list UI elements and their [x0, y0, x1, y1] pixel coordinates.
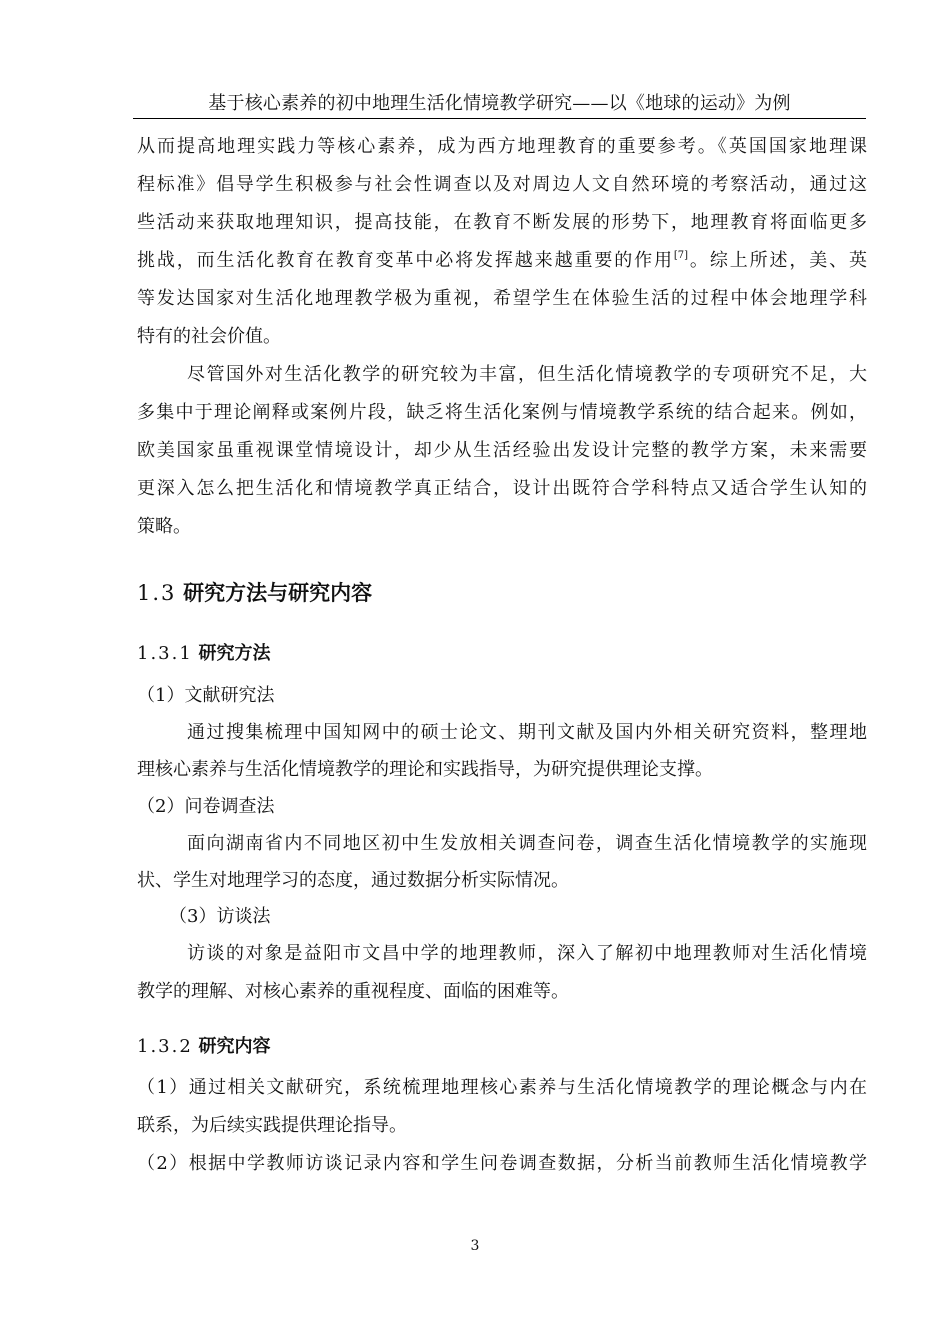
paragraph-line: 多集中于理论阐释或案例片段，缺乏将生活化案例与情境教学系统的结合起来。例如，: [137, 402, 867, 423]
subsection-title: 研究方法: [198, 643, 271, 664]
section-number: 1.3: [137, 581, 177, 605]
header-rule: [133, 118, 866, 119]
running-header: 基于核心素养的初中地理生活化情境教学研究——以《地球的运动》为例: [208, 93, 791, 114]
paragraph-line: 面向湖南省内不同地区初中生发放相关调查问卷，调查生活化情境教学的实施现: [187, 833, 867, 854]
paragraph-line: 特有的社会价值。: [137, 326, 281, 347]
paragraph-line: 欧美国家虽重视课堂情境设计，却少从生活经验出发设计完整的教学方案，未来需要: [137, 440, 867, 461]
paragraph-line: 程标准》倡导学生积极参与社会性调查以及对周边人文自然环境的考察活动，通过这: [137, 174, 867, 195]
paragraph-line: 通过搜集梳理中国知网中的硕士论文、期刊文献及国内外相关研究资料，整理地: [187, 722, 867, 743]
method-heading: （2）问卷调查法: [137, 796, 275, 817]
paragraph-line: （1）通过相关文献研究，系统梳理地理核心素养与生活化情境教学的理论概念与内在: [137, 1077, 867, 1098]
method-heading: （1）文献研究法: [137, 685, 275, 706]
section-title: 研究方法与研究内容: [183, 581, 373, 605]
paragraph-line: 联系，为后续实践提供理论指导。: [137, 1115, 407, 1136]
page-number: 3: [470, 1238, 480, 1254]
paragraph-line: （2）根据中学教师访谈记录内容和学生问卷调查数据，分析当前教师生活化情境教学: [137, 1153, 867, 1174]
subsection-heading-1-3-1: [137, 641, 867, 667]
paragraph-line: 更深入怎么把生活化和情境教学真正结合，设计出既符合学科特点又适合学生认知的: [137, 478, 867, 499]
section-heading-1-3: [137, 579, 867, 607]
paragraph-line: 教学的理解、对核心素养的重视程度、面临的困难等。: [137, 981, 569, 1002]
subsection-number: 1.3.1: [137, 643, 193, 664]
paragraph-text: 。综上所述，美、英: [688, 250, 868, 271]
subsection-title: 研究内容: [198, 1036, 271, 1057]
citation-reference[interactable]: [7]: [673, 250, 689, 261]
paragraph-line: 从而提高地理实践力等核心素养，成为西方地理教育的重要参考。《英国国家地理课: [137, 136, 867, 157]
paragraph-line: 等发达国家对生活化地理教学极为重视，希望学生在体验生活的过程中体会地理学科: [137, 288, 867, 309]
subsection-heading-1-3-2: [137, 1034, 867, 1060]
paragraph-line: 策略。: [137, 516, 191, 537]
paragraph-line: 理核心素养与生活化情境教学的理论和实践指导，为研究提供理论支撑。: [137, 759, 713, 780]
method-heading: （3）访谈法: [169, 906, 271, 927]
paragraph-line: 访谈的对象是益阳市文昌中学的地理教师，深入了解初中地理教师对生活化情境: [187, 943, 867, 964]
paragraph-line: [137, 248, 867, 274]
paragraph-line: 尽管国外对生活化教学的研究较为丰富，但生活化情境教学的专项研究不足，大: [187, 364, 867, 385]
paragraph-line: 状、学生对地理学习的态度，通过数据分析实际情况。: [137, 870, 569, 891]
paragraph-text: 挑战，而生活化教育在教育变革中必将发挥越来越重要的作用: [137, 250, 674, 271]
subsection-number: 1.3.2: [137, 1036, 193, 1057]
paragraph-line: 些活动来获取地理知识，提高技能，在教育不断发展的形势下，地理教育将面临更多: [137, 212, 867, 233]
